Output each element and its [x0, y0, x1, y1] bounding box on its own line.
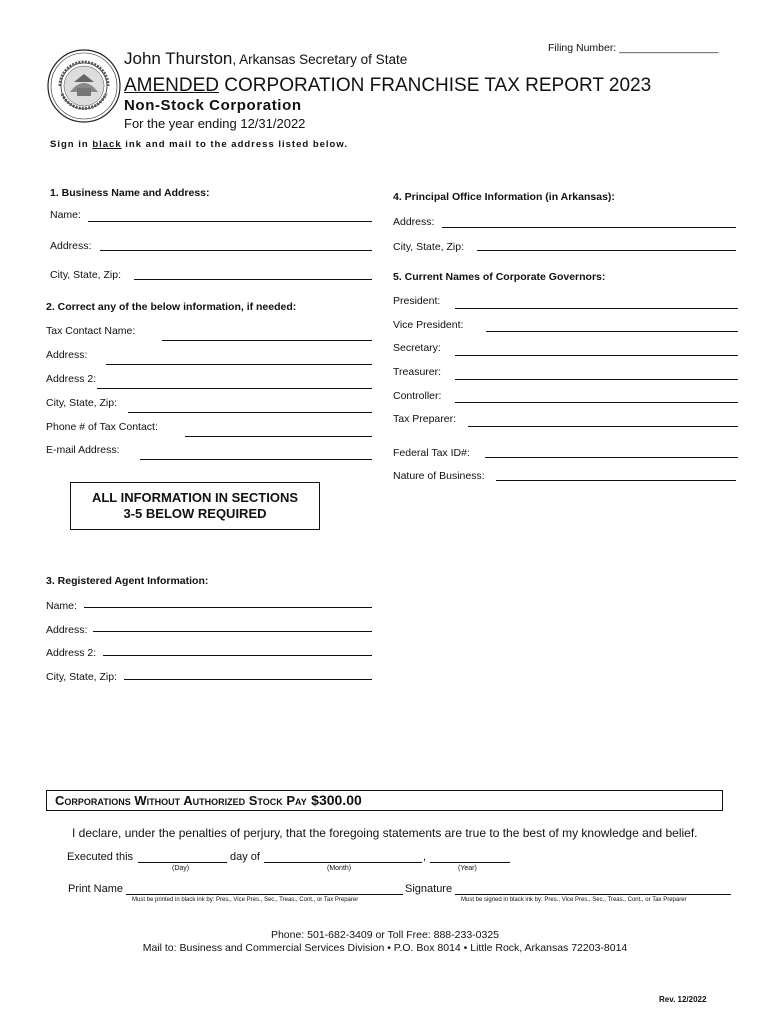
nature-of-business-label: Nature of Business: [393, 470, 485, 482]
section2-city-field[interactable] [128, 412, 372, 413]
secretary-line [124, 49, 407, 69]
section2-phone-label: Phone # of Tax Contact: [46, 421, 158, 433]
state-seal [46, 48, 122, 124]
section1-city-label: City, State, Zip: [50, 269, 121, 281]
section2-city-label: City, State, Zip: [46, 397, 117, 409]
required-notice-box [70, 482, 320, 530]
president-field[interactable] [455, 308, 738, 309]
sign-pre: Sign in [50, 139, 93, 150]
sign-black: black [92, 139, 122, 150]
section5-heading: 5. Current Names of Corporate Governors: [393, 271, 606, 283]
signature-note: Must be signed in black ink by: Pres., Vice Pres., Sec., Treas., Cont., or Tax Preparer [461, 897, 687, 903]
section2-heading: 2. Correct any of the below information, if needed: [46, 301, 297, 313]
vice-president-label: Vice President: [393, 319, 464, 331]
tax-preparer-field[interactable] [468, 426, 738, 427]
secretary-name: John Thurston [124, 49, 233, 68]
day-of-label: day of [230, 851, 260, 863]
section4-address-label: Address: [393, 216, 435, 228]
year-caption: (Year) [458, 865, 477, 872]
declaration-statement: I declare, under the penalties of perjury, that the foregoing statements are true to the best of my knowledge and belief. [72, 826, 698, 840]
sign-instruction [50, 139, 348, 150]
executed-this-label: Executed this [67, 851, 134, 863]
section2-email-field[interactable] [140, 459, 372, 460]
section2-tax-contact-field[interactable] [162, 340, 372, 341]
controller-label: Controller: [393, 390, 442, 402]
fee-box [46, 790, 723, 811]
section3-name-field[interactable] [84, 607, 372, 608]
signature-field[interactable] [455, 894, 731, 895]
day-field[interactable] [138, 862, 227, 863]
section3-city-field[interactable] [124, 679, 372, 680]
section3-address-label: Address: [46, 624, 88, 636]
print-name-label: Print Name [68, 883, 124, 895]
section3-address2-label: Address 2: [46, 647, 97, 659]
treasurer-field[interactable] [455, 379, 738, 380]
section1-heading: 1. Business Name and Address: [50, 187, 210, 199]
month-field[interactable] [264, 862, 422, 863]
section3-city-label: City, State, Zip: [46, 671, 117, 683]
revision-label: Rev. 12/2022 [659, 995, 707, 1004]
date-comma: , [423, 851, 427, 863]
secretary-title: , Arkansas Secretary of State [232, 52, 408, 67]
section4-city-label: City, State, Zip: [393, 241, 464, 253]
sign-post: ink and mail to the address listed below. [121, 139, 349, 150]
year-field[interactable] [430, 862, 510, 863]
signature-label: Signature [405, 883, 453, 895]
tax-preparer-label: Tax Preparer: [393, 413, 457, 425]
month-caption: (Month) [327, 865, 352, 872]
secretary-label: Secretary: [393, 342, 441, 354]
section2-address-label: Address: [46, 349, 88, 361]
nature-of-business-field[interactable] [496, 480, 736, 481]
print-name-note: Must be printed in black ink by: Pres., Vice Pres., Sec., Treas., Cont., or Tax Preparer [132, 897, 359, 903]
treasurer-label: Treasurer: [393, 366, 442, 378]
section4-heading: 4. Principal Office Information (in Arkansas): [393, 191, 615, 203]
fee-label: Corporations Without Authorized Stock Pay [55, 793, 307, 808]
fee-amount: $300.00 [311, 792, 362, 808]
president-label: President: [393, 295, 441, 307]
section1-address-label: Address: [50, 240, 92, 252]
section1-name-label: Name: [50, 209, 81, 221]
year-line: For the year ending 12/31/2022 [124, 116, 306, 131]
day-caption: (Day) [172, 865, 190, 872]
secretary-field[interactable] [455, 355, 738, 356]
section3-name-label: Name: [46, 600, 77, 612]
federal-tax-id-label: Federal Tax ID#: [393, 447, 470, 459]
section1-address-field[interactable] [100, 250, 372, 251]
section2-phone-field[interactable] [185, 436, 372, 437]
section2-tax-contact-label: Tax Contact Name: [46, 325, 136, 337]
footer-mail: Mail to: Business and Commercial Services Division • P.O. Box 8014 • Little Rock, Arkansas 72203-8014 [142, 942, 628, 954]
section2-email-label: E-mail Address: [46, 444, 120, 456]
section1-name-field[interactable] [88, 221, 372, 222]
section1-city-field[interactable] [134, 279, 372, 280]
vice-president-field[interactable] [486, 331, 738, 332]
footer-phone: Phone: 501-682-3409 or Toll Free: 888-233-0325 [270, 929, 500, 941]
section3-heading: 3. Registered Agent Information: [46, 575, 209, 587]
fee-text [55, 792, 362, 810]
print-name-field[interactable] [126, 894, 403, 895]
section3-address2-field[interactable] [103, 655, 372, 656]
filing-number: Filing Number: _________________ [548, 42, 719, 54]
page-subtitle: Non-Stock Corporation [124, 97, 302, 114]
page-title [124, 75, 651, 97]
section2-address-field[interactable] [106, 364, 372, 365]
section3-address-field[interactable] [93, 631, 372, 632]
required-line1: ALL INFORMATION IN SECTIONS [91, 490, 299, 505]
federal-tax-id-field[interactable] [485, 457, 738, 458]
section4-address-field[interactable] [442, 227, 736, 228]
title-rest: CORPORATION FRANCHISE TAX REPORT 2023 [219, 75, 652, 96]
section2-address2-field[interactable] [97, 388, 372, 389]
required-line2: 3-5 BELOW REQUIRED [123, 506, 267, 521]
section2-address2-label: Address 2: [46, 373, 97, 385]
controller-field[interactable] [455, 402, 738, 403]
title-amended: AMENDED [124, 75, 220, 96]
section4-city-field[interactable] [477, 250, 736, 251]
